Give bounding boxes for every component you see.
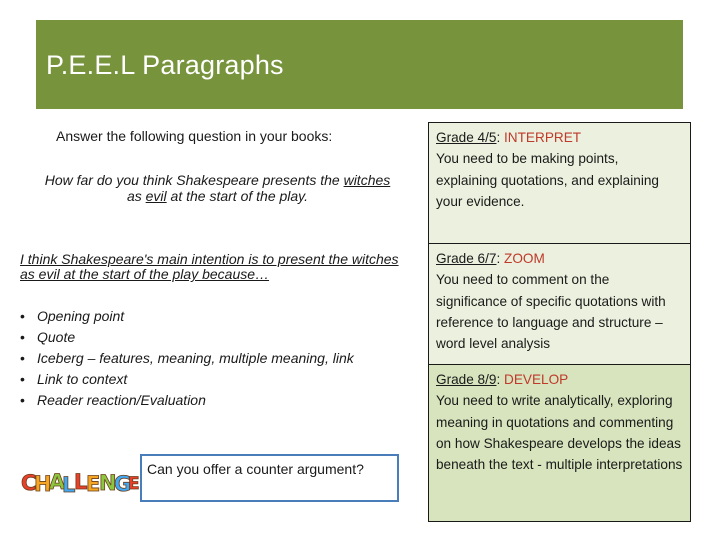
prompt-after: at the start of the play.	[166, 188, 309, 204]
page-title: P.E.E.L Paragraphs	[46, 50, 284, 80]
grade-label: Grade 4/5	[436, 130, 497, 145]
grade-description: You need to write analytically, exploring meaning in quotations and commenting on how Shakespeare develops the ideas beneath the text - multiple interpretations	[436, 393, 683, 473]
prompt-as: as	[126, 188, 146, 204]
list-item: • Reader reaction/Evaluation	[20, 390, 354, 411]
grade-heading: Grade 8/9: DEVELOP	[436, 372, 569, 387]
intention-sentence-starter: I think Shakespeare's main intention is to present the witches as evil at the start of the play because…	[20, 251, 399, 282]
list-item: • Iceberg – features, meaning, multiple meaning, link	[20, 348, 354, 369]
grade-label: Grade 6/7	[436, 251, 497, 266]
svg-text:N: N	[99, 471, 117, 495]
question-instruction: Answer the following question in your books:	[56, 128, 333, 144]
svg-text:L: L	[74, 470, 88, 494]
svg-text:H: H	[34, 472, 52, 496]
grade-keyword: DEVELOP	[504, 372, 569, 387]
grade-label: Grade 8/9	[436, 372, 497, 387]
question-prompt	[40, 172, 395, 204]
grade-heading: Grade 6/7: ZOOM	[436, 251, 545, 266]
svg-text:A: A	[49, 470, 66, 494]
challenge-logo	[20, 466, 138, 496]
grade-box-6-7	[429, 244, 690, 365]
grade-heading: Grade 4/5: INTERPRET	[436, 130, 582, 145]
peel-checklist	[20, 306, 354, 411]
counter-argument-box: Can you offer a counter argument?	[140, 454, 399, 502]
prompt-before: How far do you think Shakespeare presents the	[44, 172, 344, 188]
title-bar	[36, 20, 683, 109]
grade-keyword: ZOOM	[504, 251, 545, 266]
grade-description: You need to comment on the significance of specific quotations with reference to language and structure – word level analysis	[436, 272, 666, 352]
prompt-witches: witches	[343, 172, 391, 188]
prompt-evil: evil	[145, 188, 167, 204]
list-item: • Opening point	[20, 306, 354, 327]
svg-text:C: C	[21, 471, 37, 495]
svg-text:L: L	[62, 473, 76, 497]
grade-box-8-9	[429, 365, 690, 521]
list-item: • Link to context	[20, 369, 354, 390]
svg-text:E: E	[86, 472, 101, 496]
grade-keyword: INTERPRET	[504, 130, 582, 145]
list-item: • Quote	[20, 327, 354, 348]
svg-text:G: G	[114, 472, 132, 496]
grade-box-4-5	[429, 123, 690, 244]
grade-description: You need to be making points, explaining quotations, and explaining your evidence.	[436, 151, 659, 209]
grade-panel	[428, 122, 691, 522]
svg-text:E: E	[128, 474, 140, 494]
